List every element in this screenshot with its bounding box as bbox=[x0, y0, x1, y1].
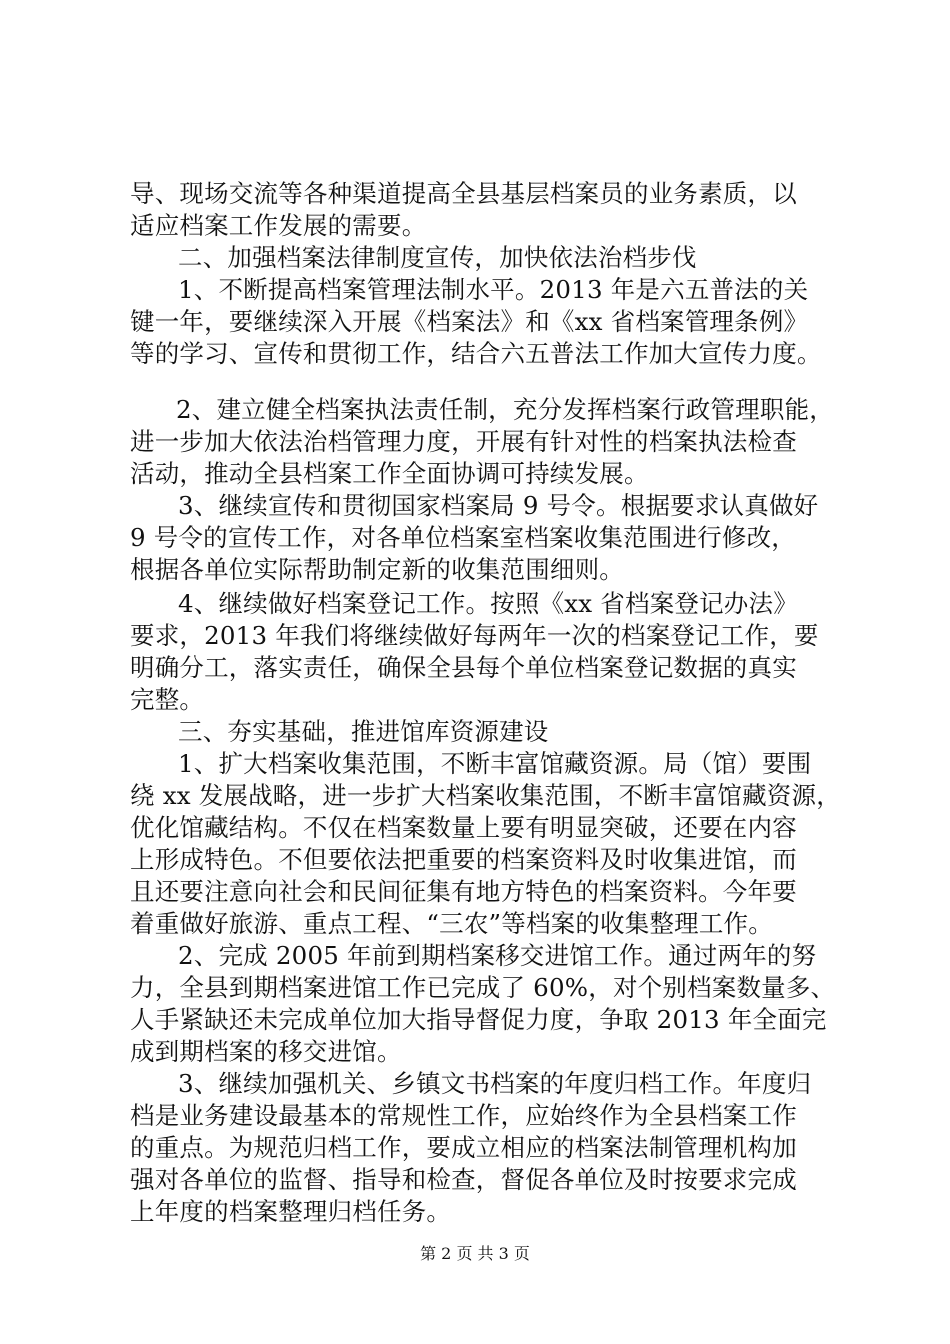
text-line: 键一年，要继续深入开展《档案法》和《xx 省档案管理条例》 bbox=[130, 307, 809, 336]
text-line: 导、现场交流等各种渠道提高全县基层档案员的业务素质，以 bbox=[130, 179, 797, 208]
text-line: 9 号令的宣传工作，对各单位档案室档案收集范围进行修改， bbox=[130, 523, 796, 552]
text-line: 要求，2013 年我们将继续做好每两年一次的档案登记工作，要 bbox=[130, 621, 819, 650]
text-line: 2、完成 2005 年前到期档案移交进馆工作。通过两年的努 bbox=[178, 941, 817, 970]
text-line: 3、继续宣传和贯彻国家档案局 9 号令。根据要求认真做好 bbox=[178, 491, 819, 520]
text-line: 3、继续加强机关、乡镇文书档案的年度归档工作。年度归 bbox=[178, 1069, 812, 1098]
text-line: 着重做好旅游、重点工程、“三农”等档案的收集整理工作。 bbox=[130, 909, 773, 938]
text-line: 明确分工，落实责任，确保全县每个单位档案登记数据的真实 bbox=[130, 653, 797, 682]
text-line: 1、扩大档案收集范围，不断丰富馆藏资源。局（馆）要围 bbox=[178, 749, 812, 778]
text-line: 的重点。为规范归档工作，要成立相应的档案法制管理机构加 bbox=[130, 1133, 797, 1162]
text-line: 档是业务建设最基本的常规性工作，应始终作为全县档案工作 bbox=[130, 1101, 797, 1130]
text-line: 2、建立健全档案执法责任制，充分发挥档案行政管理职能， bbox=[176, 395, 834, 424]
text-line: 优化馆藏结构。不仅在档案数量上要有明显突破，还要在内容 bbox=[130, 813, 797, 842]
section-heading: 三、夯实基础，推进馆库资源建设 bbox=[178, 717, 549, 746]
text-line: 人手紧缺还未完成单位加大指导督促力度，争取 2013 年全面完 bbox=[130, 1005, 827, 1034]
text-line: 完整。 bbox=[130, 685, 205, 714]
text-line: 上年度的档案整理归档任务。 bbox=[130, 1197, 452, 1226]
text-line: 进一步加大依法治档管理力度，开展有针对性的档案执法检查 bbox=[130, 427, 797, 456]
text-line: 强对各单位的监督、指导和检查，督促各单位及时按要求完成 bbox=[130, 1165, 797, 1194]
text-line: 且还要注意向社会和民间征集有地方特色的档案资料。今年要 bbox=[130, 877, 797, 906]
section-heading: 二、加强档案法律制度宣传，加快依法治档步伐 bbox=[178, 243, 697, 272]
page-footer: 第 2 页 共 3 页 bbox=[420, 1244, 530, 1263]
text-line: 绕 xx 发展战略，进一步扩大档案收集范围，不断丰富馆藏资源， bbox=[130, 781, 841, 810]
text-line: 等的学习、宣传和贯彻工作，结合六五普法工作加大宣传力度。 bbox=[130, 339, 822, 368]
text-line: 1、不断提高档案管理法制水平。2013 年是六五普法的关 bbox=[178, 275, 809, 304]
text-line: 根据各单位实际帮助制定新的收集范围细则。 bbox=[130, 555, 624, 584]
text-line: 活动，推动全县档案工作全面协调可持续发展。 bbox=[130, 459, 649, 488]
text-line: 适应档案工作发展的需要。 bbox=[130, 211, 427, 240]
text-line: 上形成特色。不但要依法把重要的档案资料及时收集进馆，而 bbox=[130, 845, 797, 874]
text-line: 力，全县到期档案进馆工作已完成了 60%，对个别档案数量多、 bbox=[130, 973, 836, 1002]
text-line: 成到期档案的移交进馆。 bbox=[130, 1037, 402, 1066]
text-line: 4、继续做好档案登记工作。按照《xx 省档案登记办法》 bbox=[178, 589, 798, 618]
